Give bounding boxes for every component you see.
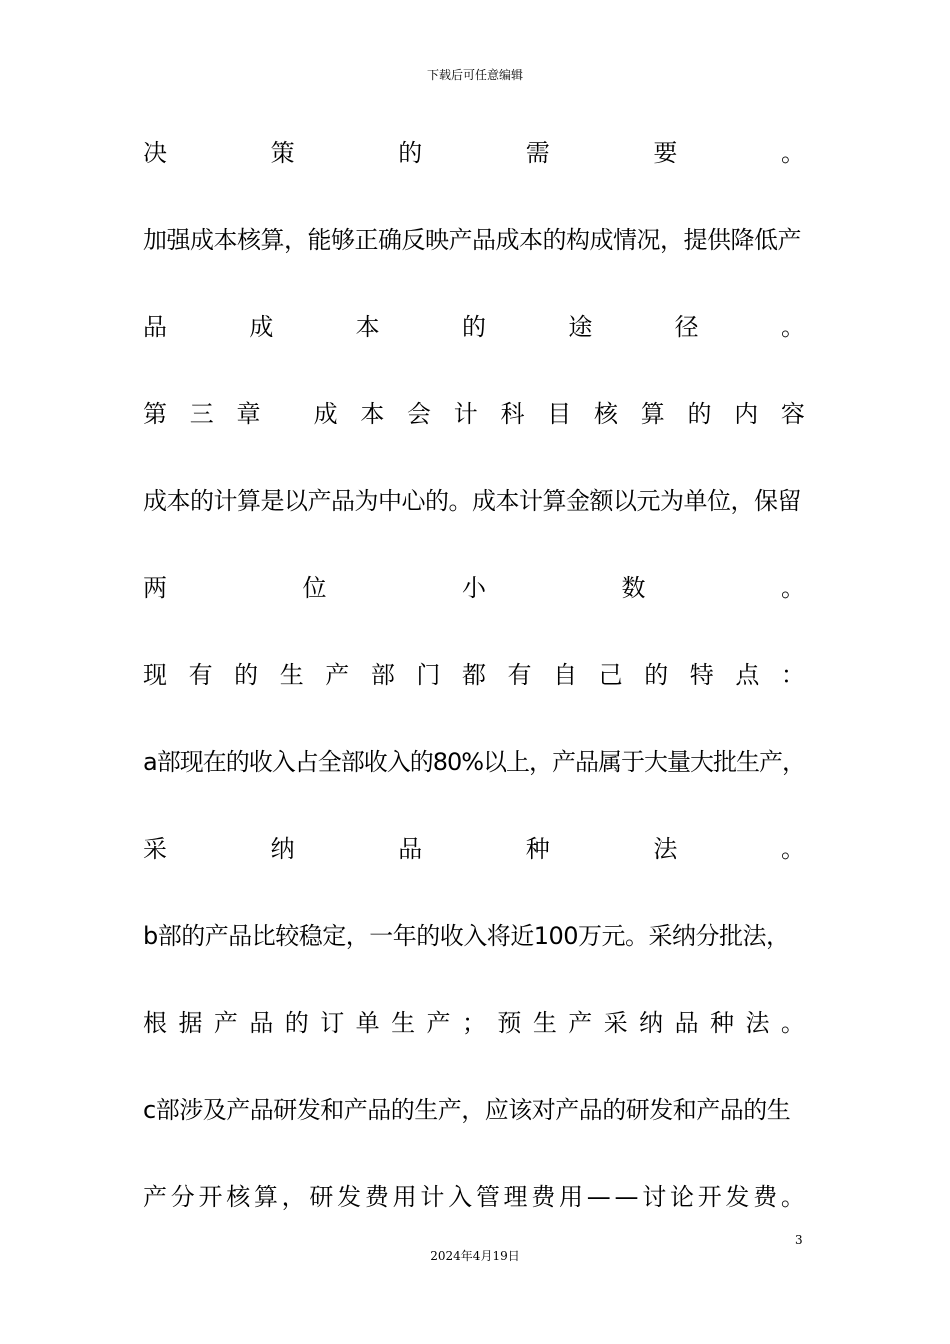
text-char: 费 (753, 1183, 778, 1211)
text-char: 要 (653, 139, 678, 167)
text-char: 三 (189, 400, 214, 428)
text-char: 现 (143, 661, 167, 689)
text-char: 的 (398, 139, 423, 167)
text-char: 点 (735, 661, 760, 689)
text-char: 。 (780, 139, 805, 167)
text-char: 产 (426, 1009, 451, 1037)
text-char: 理 (503, 1183, 528, 1211)
text-char: 会 (407, 400, 432, 428)
text-char: 计 (420, 1183, 445, 1211)
text-char: 生 (391, 1009, 416, 1037)
text-char: 的 (461, 313, 486, 341)
text-char: 算 (253, 1183, 278, 1211)
text-char: 本 (360, 400, 385, 428)
text-char: 讨 (642, 1183, 667, 1211)
text-char: 预 (497, 1009, 522, 1037)
text-char: 特 (689, 661, 714, 689)
text-line: c部涉及产品研发和产品的生产，应该对产品的研发和产品的生 (143, 1096, 791, 1124)
text-char: 管 (475, 1183, 500, 1211)
text-char: 两 (143, 574, 167, 602)
text-char: ， (281, 1183, 306, 1211)
text-char: 采 (143, 835, 167, 863)
text-char: 分 (170, 1183, 195, 1211)
text-char: 发 (337, 1183, 362, 1211)
text-char: 入 (448, 1183, 473, 1211)
text-char: 途 (568, 313, 593, 341)
text-char: 产 (143, 1183, 167, 1211)
text-char: 成 (249, 313, 274, 341)
text-char: 门 (416, 661, 441, 689)
text-char (283, 399, 291, 429)
text-char: 产 (568, 1009, 593, 1037)
text-char: 核 (226, 1183, 251, 1211)
text-char: 用 (559, 1183, 584, 1211)
text-char: 用 (392, 1183, 417, 1211)
text-char: 订 (320, 1009, 345, 1037)
text-char: 有 (507, 661, 532, 689)
text-char: — (614, 1183, 639, 1211)
text-char: 成 (313, 400, 338, 428)
text-line (143, 1008, 805, 1038)
text-char: 。 (780, 835, 805, 863)
text-line: 加强成本核算，能够正确反映产品成本的构成情况，提供降低产 (143, 226, 801, 254)
footer-date: 2024年4月19日 (430, 1249, 520, 1263)
text-char: 策 (270, 139, 295, 167)
text-char: 纳 (639, 1009, 664, 1037)
text-char: 的 (644, 661, 669, 689)
text-char: 据 (178, 1009, 203, 1037)
text-char: 品 (249, 1009, 274, 1037)
text-char: 的 (687, 400, 712, 428)
text-char: 种 (710, 1009, 734, 1037)
page-header: 下载后可任意编辑 (426, 68, 523, 82)
text-char: 法 (653, 835, 678, 863)
text-char: 根 (143, 1009, 167, 1037)
text-line: b部的产品比较稳定，一年的收入将近100万元。采纳分批法， (143, 922, 790, 950)
text-char: 种 (525, 835, 550, 863)
text-char: 算 (640, 400, 665, 428)
text-char: 部 (370, 661, 395, 689)
text-line: 成本的计算是以产品为中心的。成本计算金额以元为单位，保留 (143, 487, 801, 515)
text-char: 品 (674, 1009, 699, 1037)
text-char: 己 (598, 661, 623, 689)
text-char: 容 (780, 400, 805, 428)
text-char: 开 (697, 1183, 722, 1211)
text-char: 费 (364, 1183, 389, 1211)
text-char: 本 (355, 313, 380, 341)
text-char: 费 (531, 1183, 556, 1211)
text-line (143, 834, 805, 864)
text-char: 的 (234, 661, 259, 689)
text-char: 纳 (270, 835, 295, 863)
text-char: 计 (453, 400, 478, 428)
text-char: 生 (532, 1009, 557, 1037)
text-char: 。 (780, 1183, 805, 1211)
text-char: 目 (547, 400, 572, 428)
text-char: 生 (279, 661, 304, 689)
text-char: 数 (621, 574, 646, 602)
text-char: 都 (461, 661, 486, 689)
page-number: 3 (795, 1233, 803, 1247)
text-char: 小 (462, 574, 486, 602)
text-char: 。 (780, 1009, 805, 1037)
text-char: 章 (236, 400, 261, 428)
text-char: — (586, 1183, 611, 1211)
text-char: 法 (745, 1009, 770, 1037)
text-line: a部现在的收入占全部收入的80%以上，产品属于大量大批生产， (143, 748, 806, 776)
text-char: 研 (309, 1183, 334, 1211)
text-line (143, 1182, 805, 1212)
text-char: ： (780, 661, 805, 689)
text-char: 的 (284, 1009, 309, 1037)
text-char: 有 (188, 661, 213, 689)
text-line (143, 660, 805, 690)
text-char: 内 (734, 400, 759, 428)
text-char: 发 (725, 1183, 750, 1211)
text-char: 位 (302, 574, 327, 602)
text-char: 论 (669, 1183, 694, 1211)
text-line (143, 312, 805, 342)
text-line (143, 573, 805, 603)
text-char: 径 (674, 313, 699, 341)
text-char: 采 (603, 1009, 628, 1037)
text-char: 产 (325, 661, 350, 689)
text-char: 品 (398, 835, 423, 863)
text-char: 。 (781, 574, 805, 602)
text-line (143, 138, 805, 168)
text-char: 产 (213, 1009, 238, 1037)
text-char: 第 (143, 400, 167, 428)
text-char: 核 (593, 400, 618, 428)
text-char: 单 (355, 1009, 380, 1037)
text-char: 决 (143, 139, 167, 167)
text-char: 自 (553, 661, 578, 689)
text-char: 。 (780, 313, 805, 341)
text-char: 开 (198, 1183, 223, 1211)
text-char: 品 (143, 313, 167, 341)
text-char: 需 (525, 139, 550, 167)
text-line (143, 399, 805, 429)
text-char: ； (461, 1009, 486, 1037)
text-char: 科 (500, 400, 525, 428)
